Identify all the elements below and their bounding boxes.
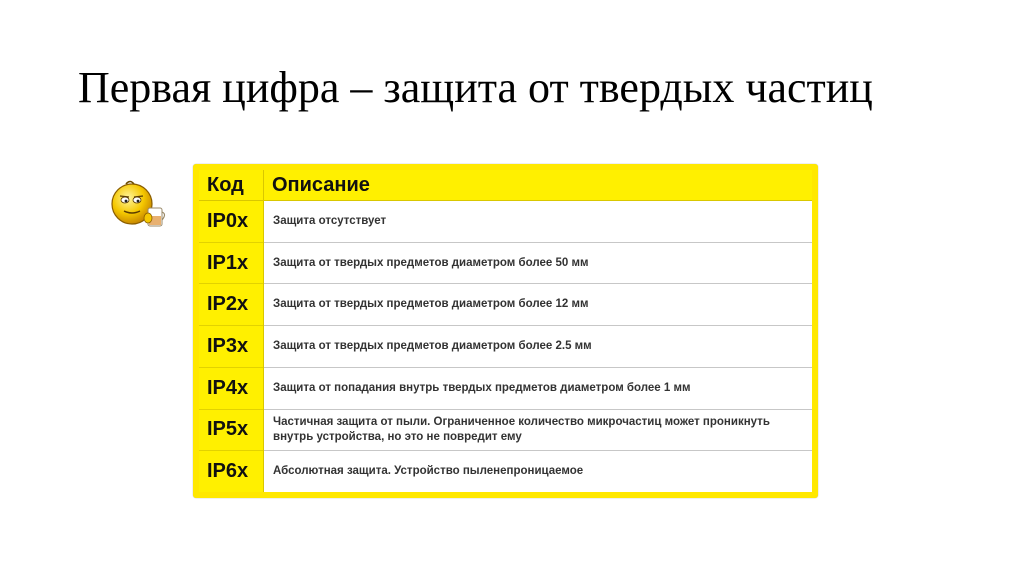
slide-title: Первая цифра – защита от твердых частиц (78, 63, 873, 112)
table-row (199, 409, 812, 451)
ip-code-cell: IP4x (199, 367, 264, 409)
ip-code-cell: IP5x (199, 409, 264, 451)
ip-code-cell: IP2x (199, 284, 264, 326)
table-row (199, 242, 812, 284)
description-cell: Защита от твердых предметов диаметром более 2.5 мм (264, 326, 813, 368)
description-cell: Защита от попадания внутрь твердых предметов диаметром более 1 мм (264, 367, 813, 409)
table-row (199, 284, 812, 326)
ip-code-cell: IP3x (199, 326, 264, 368)
description-cell: Защита отсутствует (264, 201, 813, 243)
ip-code-table-frame (193, 164, 818, 498)
table-row (199, 326, 812, 368)
column-header-code: Код (199, 170, 264, 201)
ip-code-table (199, 170, 812, 492)
ip-code-cell: IP1x (199, 242, 264, 284)
table-row (199, 367, 812, 409)
table-row (199, 201, 812, 243)
description-cell: Защита от твердых предметов диаметром более 12 мм (264, 284, 813, 326)
table-header-row (199, 170, 812, 201)
description-cell: Защита от твердых предметов диаметром более 50 мм (264, 242, 813, 284)
column-header-description: Описание (264, 170, 813, 201)
description-cell: Частичная защита от пыли. Ограниченное количество микрочастиц может проникнуть внутрь устройства, но это не повредит ему (264, 409, 813, 451)
ip-code-cell: IP6x (199, 451, 264, 492)
description-cell: Абсолютная защита. Устройство пыленепроницаемое (264, 451, 813, 492)
smiley-with-cup-icon (104, 178, 170, 234)
ip-code-cell: IP0x (199, 201, 264, 243)
table-row (199, 451, 812, 492)
